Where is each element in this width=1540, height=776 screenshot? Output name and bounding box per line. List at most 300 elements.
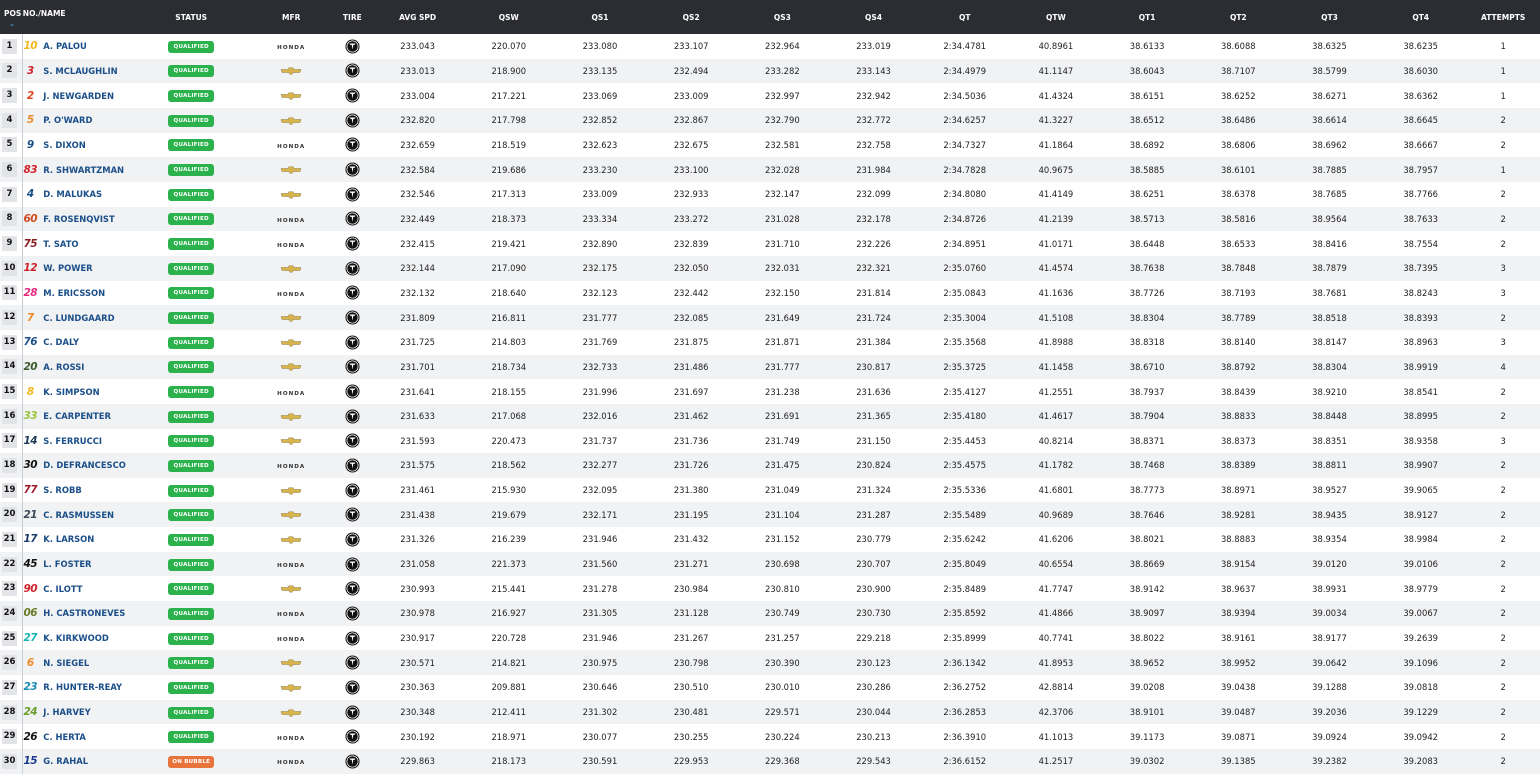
table-row[interactable] [0, 700, 1540, 725]
qt1-cell [1102, 404, 1193, 429]
avg-spd-cell [372, 330, 463, 355]
attempts-value: 3 [1500, 337, 1506, 348]
qs1-value: 231.737 [582, 435, 618, 446]
driver-name-link[interactable]: G. RAHAL [43, 756, 89, 767]
qs2-cell [646, 527, 737, 552]
honda-logo: HONDA [277, 637, 306, 644]
table-row[interactable] [0, 305, 1540, 330]
driver-name-link[interactable]: P. O'WARD [43, 115, 93, 126]
column-header-qs2[interactable] [646, 0, 737, 34]
status-badge: QUALIFIED [168, 189, 214, 201]
qs2-cell [646, 675, 737, 700]
qs1-cell [554, 404, 645, 429]
qt4-value: 39.0106 [1403, 559, 1438, 570]
qs4-cell [828, 305, 919, 330]
qt4-cell [1375, 650, 1466, 675]
qs4-value: 231.724 [856, 312, 891, 323]
tire-brand-icon [345, 211, 360, 226]
qt2-value: 38.9154 [1220, 559, 1256, 570]
qt-value: 2:35.8592 [943, 608, 987, 619]
column-header-qt2[interactable] [1193, 0, 1284, 34]
driver-name-link[interactable]: A. PALOU [43, 41, 87, 52]
qt4-cell [1375, 256, 1466, 281]
attempts-value: 2 [1500, 312, 1506, 323]
qt1-cell [1102, 34, 1193, 59]
qt-cell [919, 724, 1010, 749]
qt3-cell [1284, 59, 1375, 84]
qtw-value: 41.3227 [1038, 115, 1074, 126]
qs4-cell [828, 626, 919, 651]
position-cell [0, 404, 23, 429]
qs3-cell [737, 724, 828, 749]
qs3-cell [737, 749, 828, 774]
table-row[interactable] [0, 379, 1540, 404]
table-row[interactable] [0, 59, 1540, 84]
column-header-qsw[interactable] [463, 0, 554, 34]
qs3-cell [737, 576, 828, 601]
column-header-qs4[interactable] [828, 0, 919, 34]
table-row[interactable] [0, 207, 1540, 232]
status-cell [133, 429, 250, 454]
qt3-value: 38.8304 [1312, 361, 1347, 372]
qt1-value: 38.6251 [1129, 189, 1165, 200]
driver-name-link[interactable]: H. CASTRONEVES [43, 608, 126, 619]
table-body [0, 34, 1540, 774]
position-number: 22 [2, 557, 17, 572]
honda-logo: HONDA [277, 464, 306, 471]
attempts-value: 2 [1500, 460, 1506, 471]
qs4-value: 233.143 [856, 65, 891, 76]
table-row[interactable] [0, 330, 1540, 355]
column-header-label: TIRE [342, 12, 362, 22]
qs4-cell [828, 502, 919, 527]
attempts-cell [1466, 108, 1540, 133]
table-row[interactable] [0, 724, 1540, 749]
driver-name-link[interactable]: R. HUNTER-REAY [43, 682, 123, 693]
table-row[interactable] [0, 552, 1540, 577]
driver-name-link[interactable]: N. SIEGEL [43, 657, 90, 668]
table-row[interactable] [0, 749, 1540, 774]
driver-name-link[interactable]: T. SATO [43, 238, 79, 249]
qtw-cell [1010, 83, 1101, 108]
table-row[interactable] [0, 404, 1540, 429]
qt4-cell [1375, 502, 1466, 527]
car-number: 45 [23, 558, 38, 571]
column-header-tire[interactable] [333, 0, 372, 34]
driver-cell [23, 552, 133, 577]
qtw-cell [1010, 59, 1101, 84]
table-row[interactable] [0, 601, 1540, 626]
qsw-cell [463, 355, 554, 380]
position-cell [0, 650, 23, 675]
sort-chevron-down-icon[interactable]: ⌄ [9, 20, 15, 28]
table-header-row [0, 0, 1540, 34]
manufacturer-cell [250, 108, 333, 133]
qt3-cell [1284, 429, 1375, 454]
qtw-value: 41.5108 [1038, 312, 1074, 323]
table-row[interactable] [0, 231, 1540, 256]
avg-spd-value: 232.584 [400, 164, 435, 175]
qt-value: 2:34.4979 [943, 65, 987, 76]
table-row[interactable] [0, 576, 1540, 601]
column-header-label: QS2 [682, 12, 700, 22]
qs2-value: 230.984 [673, 583, 709, 594]
status-badge: QUALIFIED [168, 707, 214, 719]
qsw-cell [463, 83, 554, 108]
qt4-cell [1375, 83, 1466, 108]
qs1-cell [554, 108, 645, 133]
qs2-value: 231.195 [673, 509, 709, 520]
position-cell [0, 478, 23, 503]
driver-name-link[interactable]: F. ROSENQVIST [43, 213, 115, 224]
driver-name-link[interactable]: D. DEFRANCESCO [43, 460, 126, 471]
status-cell [133, 83, 250, 108]
driver-name-link[interactable]: K. LARSON [43, 534, 95, 545]
qt1-value: 38.5713 [1129, 213, 1165, 224]
column-header-mfr[interactable] [250, 0, 333, 34]
qtw-cell [1010, 700, 1101, 725]
qs3-value: 230.749 [765, 608, 800, 619]
qt4-cell [1375, 749, 1466, 774]
column-header-qt4[interactable] [1375, 0, 1466, 34]
car-number: 33 [23, 410, 38, 423]
car-number: 30 [23, 459, 38, 472]
driver-name-link[interactable]: A. ROSSI [43, 361, 85, 372]
qt-cell [919, 330, 1010, 355]
position-cell [0, 157, 23, 182]
qtw-cell [1010, 650, 1101, 675]
qs3-cell [737, 601, 828, 626]
driver-name-link[interactable]: M. ERICSSON [43, 287, 106, 298]
status-cell [133, 355, 250, 380]
qs3-value: 232.028 [765, 164, 800, 175]
status-cell [133, 108, 250, 133]
driver-name-link[interactable]: S. DIXON [43, 139, 86, 150]
column-header-qt[interactable] [919, 0, 1010, 34]
qt3-value: 39.1288 [1312, 682, 1347, 693]
qs4-cell [828, 182, 919, 207]
qt-value: 2:35.3004 [943, 312, 987, 323]
table-row[interactable] [0, 650, 1540, 675]
qtw-cell [1010, 231, 1101, 256]
qtw-value: 41.2139 [1038, 213, 1074, 224]
table-row[interactable] [0, 453, 1540, 478]
table-row[interactable] [0, 108, 1540, 133]
manufacturer-cell [250, 83, 333, 108]
driver-name-link[interactable]: S. ROBB [43, 485, 82, 496]
qt1-value: 38.8371 [1129, 435, 1165, 446]
qsw-value: 218.640 [491, 287, 527, 298]
status-badge: QUALIFIED [168, 386, 214, 398]
table-row[interactable] [0, 133, 1540, 158]
column-header-avg-spd[interactable] [372, 0, 463, 34]
manufacturer-cell [250, 207, 333, 232]
driver-cell [23, 207, 133, 232]
driver-name-link[interactable]: L. FOSTER [43, 559, 92, 570]
qs3-value: 230.010 [765, 682, 800, 693]
qt4-cell [1375, 207, 1466, 232]
table-row[interactable] [0, 355, 1540, 380]
table-row[interactable] [0, 478, 1540, 503]
qt1-cell [1102, 231, 1193, 256]
attempts-value: 2 [1500, 657, 1506, 668]
qt-value: 2:35.4127 [943, 386, 987, 397]
position-cell [0, 453, 23, 478]
tire-brand-icon [345, 261, 360, 276]
qt3-cell [1284, 749, 1375, 774]
qt2-value: 38.8792 [1220, 361, 1256, 372]
qs2-cell [646, 330, 737, 355]
tire-cell [333, 502, 372, 527]
qs3-value: 230.390 [765, 657, 800, 668]
qt1-cell [1102, 429, 1193, 454]
qs2-value: 232.839 [673, 238, 709, 249]
qt-cell [919, 552, 1010, 577]
qsw-cell [463, 527, 554, 552]
manufacturer-cell [250, 502, 333, 527]
qt4-value: 38.9358 [1403, 435, 1438, 446]
table-row[interactable] [0, 182, 1540, 207]
driver-name-link[interactable]: E. CARPENTER [43, 411, 111, 422]
qs2-cell [646, 429, 737, 454]
qt3-value: 38.9210 [1312, 386, 1347, 397]
qt3-cell [1284, 576, 1375, 601]
qt3-value: 38.8811 [1312, 460, 1347, 471]
column-header-qt3[interactable] [1284, 0, 1375, 34]
car-number: 6 [26, 656, 34, 669]
qsw-value: 217.090 [491, 263, 527, 274]
qt1-cell [1102, 355, 1193, 380]
column-header-qs1[interactable] [554, 0, 645, 34]
qt3-cell [1284, 330, 1375, 355]
table-row[interactable] [0, 281, 1540, 306]
qs4-cell [828, 675, 919, 700]
qs3-value: 231.475 [765, 460, 800, 471]
qtw-value: 41.4149 [1038, 189, 1074, 200]
car-number: 27 [23, 632, 38, 645]
qt-cell [919, 59, 1010, 84]
status-cell [133, 601, 250, 626]
status-cell [133, 256, 250, 281]
qt4-cell [1375, 330, 1466, 355]
qs3-cell [737, 650, 828, 675]
qt2-cell [1193, 231, 1284, 256]
qtw-cell [1010, 453, 1101, 478]
qs1-value: 232.123 [582, 287, 618, 298]
tire-cell [333, 675, 372, 700]
driver-name-link[interactable]: S. MCLAUGHLIN [43, 65, 118, 76]
qsw-cell [463, 675, 554, 700]
qs2-value: 232.867 [673, 115, 709, 126]
qt3-cell [1284, 478, 1375, 503]
qt-value: 2:35.5489 [943, 509, 987, 520]
qs4-value: 232.758 [856, 139, 891, 150]
qsw-cell [463, 601, 554, 626]
column-header-qtw[interactable] [1010, 0, 1101, 34]
qt2-cell [1193, 700, 1284, 725]
driver-name-link[interactable]: C. ILOTT [43, 583, 83, 594]
qt2-value: 39.1385 [1220, 756, 1256, 767]
qt2-value: 38.7107 [1220, 65, 1256, 76]
table-row[interactable] [0, 429, 1540, 454]
qs3-value: 231.257 [765, 633, 800, 644]
table-row[interactable] [0, 34, 1540, 59]
driver-name-link[interactable]: C. HERTA [43, 731, 86, 742]
position-number: 19 [2, 483, 17, 498]
table-row[interactable] [0, 83, 1540, 108]
honda-logo: HONDA [277, 291, 306, 298]
driver-name-link[interactable]: D. MALUKAS [43, 189, 103, 200]
qs4-value: 232.226 [856, 238, 891, 249]
avg-spd-cell [372, 749, 463, 774]
qt1-cell [1102, 182, 1193, 207]
attempts-value: 1 [1500, 65, 1506, 76]
attempts-cell [1466, 281, 1540, 306]
qt4-cell [1375, 724, 1466, 749]
qs1-value: 231.560 [582, 559, 618, 570]
qt4-value: 39.2083 [1403, 756, 1438, 767]
qt1-value: 38.6710 [1129, 361, 1165, 372]
qs4-value: 233.019 [856, 41, 891, 52]
table-row[interactable] [0, 675, 1540, 700]
qs3-cell [737, 305, 828, 330]
qt4-value: 38.6645 [1403, 115, 1438, 126]
driver-cell [23, 281, 133, 306]
qt1-value: 38.6892 [1129, 139, 1165, 150]
avg-spd-cell [372, 133, 463, 158]
qt4-cell [1375, 601, 1466, 626]
position-number: 23 [2, 581, 17, 596]
qt-cell [919, 478, 1010, 503]
attempts-value: 2 [1500, 608, 1506, 619]
position-number: 6 [2, 162, 17, 177]
qt2-cell [1193, 330, 1284, 355]
qt1-cell [1102, 305, 1193, 330]
qt2-cell [1193, 749, 1284, 774]
qtw-cell [1010, 281, 1101, 306]
attempts-cell [1466, 502, 1540, 527]
tire-cell [333, 429, 372, 454]
tire-cell [333, 576, 372, 601]
qs2-cell [646, 453, 737, 478]
car-number: 28 [23, 286, 38, 299]
status-badge: QUALIFIED [168, 90, 214, 102]
qt4-cell [1375, 404, 1466, 429]
qs2-value: 230.510 [673, 682, 709, 693]
attempts-cell [1466, 231, 1540, 256]
qt1-cell [1102, 675, 1193, 700]
column-header-status[interactable] [133, 0, 250, 34]
tire-brand-icon [345, 754, 360, 769]
table-row[interactable] [0, 157, 1540, 182]
driver-name-link[interactable]: W. POWER [43, 263, 93, 274]
qs3-cell [737, 34, 828, 59]
tire-brand-icon [345, 606, 360, 621]
driver-name-link[interactable]: R. SHWARTZMAN [43, 164, 125, 175]
driver-name-link[interactable]: C. RASMUSSEN [43, 509, 115, 520]
qt2-cell [1193, 650, 1284, 675]
qs4-cell [828, 83, 919, 108]
qt4-cell [1375, 453, 1466, 478]
column-header-name[interactable] [23, 0, 133, 34]
qt-value: 2:34.5036 [943, 90, 987, 101]
qt2-value: 38.6806 [1220, 139, 1256, 150]
column-header-qt1[interactable] [1102, 0, 1193, 34]
car-number: 9 [26, 138, 34, 151]
status-cell [133, 552, 250, 577]
qs3-cell [737, 83, 828, 108]
driver-name-link[interactable]: C. DALY [43, 337, 80, 348]
tire-brand-icon [345, 88, 360, 103]
qs3-cell [737, 182, 828, 207]
driver-name-link[interactable]: J. HARVEY [43, 707, 91, 718]
qt2-value: 38.8140 [1220, 337, 1256, 348]
qt3-value: 39.0120 [1312, 559, 1347, 570]
column-header-label: QTW [1046, 12, 1066, 22]
qs4-value: 231.814 [856, 287, 891, 298]
chevrolet-bowtie-icon [280, 67, 302, 75]
table-row[interactable] [0, 256, 1540, 281]
driver-name-link[interactable]: K. SIMPSON [43, 386, 100, 397]
tire-brand-icon [345, 384, 360, 399]
driver-name-link[interactable]: J. NEWGARDEN [43, 90, 114, 101]
car-number: 60 [23, 212, 38, 225]
column-header-attempts[interactable] [1466, 0, 1540, 34]
qt-cell [919, 453, 1010, 478]
qs2-value: 232.050 [673, 263, 709, 274]
tire-cell [333, 231, 372, 256]
column-header-label: QS3 [773, 12, 791, 22]
qs3-value: 231.649 [765, 312, 800, 323]
qsw-value: 219.679 [491, 509, 527, 520]
qs1-value: 232.175 [582, 263, 618, 274]
qs3-cell [737, 552, 828, 577]
position-number: 26 [2, 655, 17, 670]
status-cell [133, 527, 250, 552]
status-cell [133, 281, 250, 306]
qt4-cell [1375, 355, 1466, 380]
qs4-value: 231.287 [856, 509, 891, 520]
position-number: 9 [2, 236, 17, 251]
qt4-value: 39.0942 [1403, 731, 1438, 742]
column-header-qs3[interactable] [737, 0, 828, 34]
driver-name-link[interactable]: C. LUNDGAARD [43, 312, 115, 323]
attempts-value: 2 [1500, 485, 1506, 496]
qs3-value: 231.238 [765, 386, 800, 397]
driver-name-link[interactable]: S. FERRUCCI [43, 435, 102, 446]
qs4-cell [828, 108, 919, 133]
position-cell [0, 724, 23, 749]
table-row[interactable] [0, 626, 1540, 651]
status-cell [133, 330, 250, 355]
qs2-value: 231.128 [673, 608, 709, 619]
driver-name-link[interactable]: K. KIRKWOOD [43, 633, 109, 644]
manufacturer-cell [250, 478, 333, 503]
car-number: 23 [23, 681, 38, 694]
qt4-value: 38.9127 [1403, 509, 1438, 520]
qs2-value: 229.953 [673, 756, 709, 767]
column-header-pos[interactable] [0, 0, 23, 34]
table-row[interactable] [0, 502, 1540, 527]
qs1-cell [554, 626, 645, 651]
table-row[interactable] [0, 527, 1540, 552]
qt2-cell [1193, 59, 1284, 84]
qs2-cell [646, 626, 737, 651]
qt4-value: 38.8541 [1403, 386, 1438, 397]
honda-logo: HONDA [277, 563, 306, 570]
attempts-cell [1466, 355, 1540, 380]
qs1-value: 231.946 [582, 633, 618, 644]
